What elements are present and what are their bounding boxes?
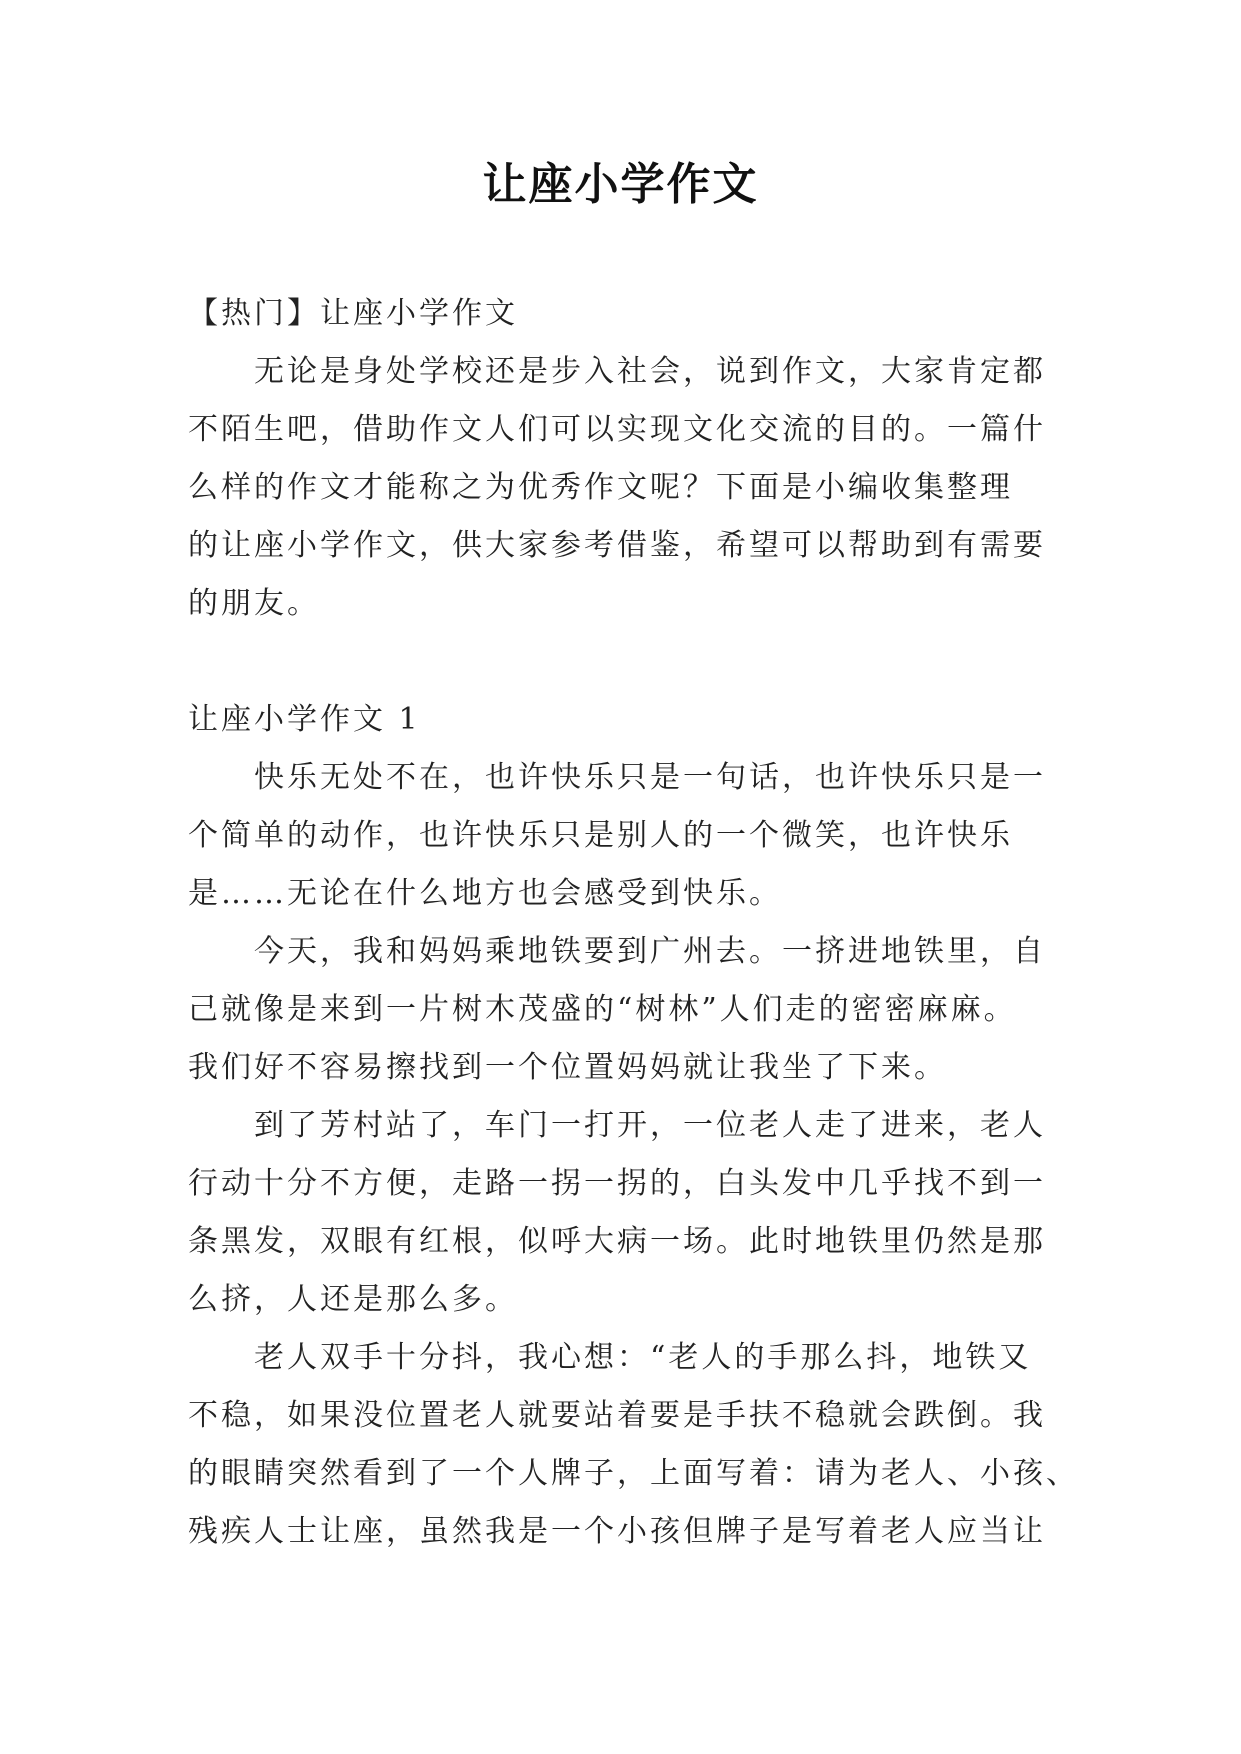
section-heading: 让座小学作文 1 <box>188 702 421 737</box>
section-line: 不稳，如果没位置老人就要站着要是手扶不稳就会跌倒。我 <box>188 1398 1046 1433</box>
section-line: 老人双手十分抖，我心想：“老人的手那么抖，地铁又 <box>188 1340 1032 1375</box>
intro-line: 无论是身处学校还是步入社会，说到作文，大家肯定都 <box>188 354 1046 389</box>
section-line: 己就像是来到一片树木茂盛的“树林”人们走的密密麻麻。 <box>188 992 1017 1027</box>
intro-line: 不陌生吧，借助作文人们可以实现文化交流的目的。一篇什 <box>188 412 1046 447</box>
document-title: 让座小学作文 <box>482 159 759 210</box>
section-line: 个简单的动作，也许快乐只是别人的一个微笑，也许快乐 <box>188 818 1013 853</box>
section-line: 残疾人士让座，虽然我是一个小孩但牌子是写着老人应当让 <box>188 1514 1046 1549</box>
document-body <box>188 285 1079 1561</box>
subtitle: 【热门】让座小学作文 <box>188 296 518 331</box>
section-line: 行动十分不方便，走路一拐一拐的，白头发中几乎找不到一 <box>188 1166 1046 1201</box>
intro-line: 的让座小学作文，供大家参考借鉴，希望可以帮助到有需要 <box>188 528 1046 563</box>
section-line: 的眼睛突然看到了一个人牌子，上面写着：请为老人、小孩、 <box>188 1456 1079 1491</box>
section-line: 到了芳村站了，车门一打开，一位老人走了进来，老人 <box>188 1108 1046 1143</box>
section-line: 快乐无处不在，也许快乐只是一句话，也许快乐只是一 <box>188 760 1046 795</box>
intro-paragraph <box>188 343 1050 633</box>
intro-line: 的朋友。 <box>188 586 320 621</box>
section-line: 是……无论在什么地方也会感受到快乐。 <box>188 876 782 911</box>
section-line: 么挤，人还是那么多。 <box>188 1282 518 1317</box>
section-body <box>188 749 1079 1561</box>
section-gap <box>188 633 1050 691</box>
section-line: 今天，我和妈妈乘地铁要到广州去。一挤进地铁里，自 <box>188 934 1046 969</box>
section-line: 条黑发，双眼有红根，似呼大病一场。此时地铁里仍然是那 <box>188 1224 1046 1259</box>
intro-line: 么样的作文才能称之为优秀作文呢？下面是小编收集整理 <box>188 470 1013 505</box>
section-line: 我们好不容易擦找到一个位置妈妈就让我坐了下来。 <box>188 1050 947 1085</box>
